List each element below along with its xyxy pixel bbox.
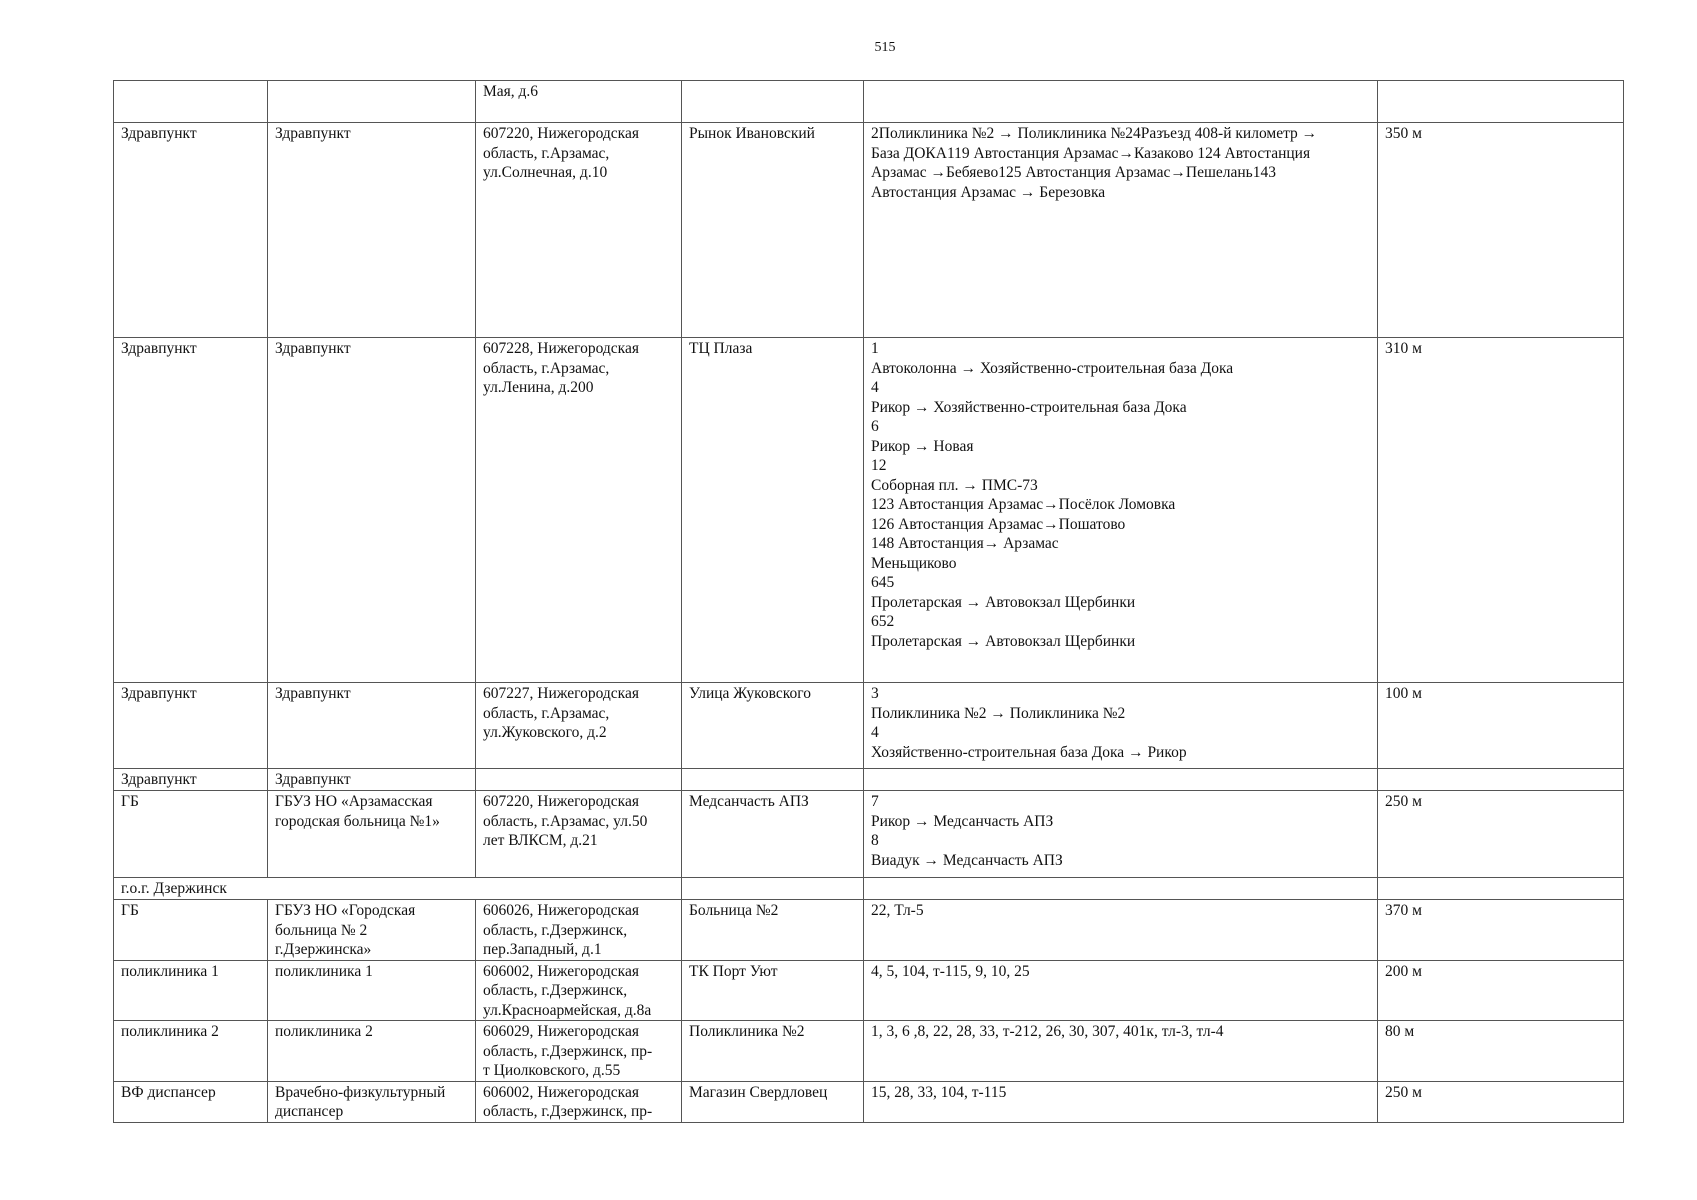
cell-name: Здравпункт [268, 123, 476, 338]
table-row [114, 338, 1624, 683]
cell-distance: 370 м [1378, 900, 1624, 961]
cell-stop [682, 878, 864, 900]
cell-routes: 1, 3, 6 ,8, 22, 28, 33, т-212, 26, 30, 307, 401к, тл-3, тл-4 [864, 1021, 1378, 1082]
cell-address: 606002, Нижегородская область, г.Дзержинск, ул.Красноармейская, д.8а [476, 960, 682, 1021]
cell-distance [1378, 878, 1624, 900]
cell-routes: 3 Поликлиника №2 → Поликлиника №2 4 Хозяйственно-строительная база Дока → Рикор [864, 683, 1378, 769]
cell-address: 606002, Нижегородская область, г.Дзержинск, пр- [476, 1081, 682, 1122]
table-row [114, 123, 1624, 338]
cell-address: 607228, Нижегородская область, г.Арзамас, ул.Ленина, д.200 [476, 338, 682, 683]
cell-address: 606029, Нижегородская область, г.Дзержинск, пр- т Циолковского, д.55 [476, 1021, 682, 1082]
table-row [114, 1021, 1624, 1082]
cell-type: Здравпункт [114, 683, 268, 769]
cell-routes: 7 Рикор → Медсанчасть АПЗ 8 Виадук → Медсанчасть АПЗ [864, 791, 1378, 878]
cell-name: Здравпункт [268, 338, 476, 683]
cell-routes [864, 81, 1378, 123]
cell-stop: Магазин Свердловец [682, 1081, 864, 1122]
cell-distance [1378, 769, 1624, 791]
cell-name [268, 81, 476, 123]
cell-routes: 22, Тл-5 [864, 900, 1378, 961]
table-row [114, 960, 1624, 1021]
cell-distance [1378, 81, 1624, 123]
cell-type: ГБ [114, 900, 268, 961]
cell-routes: 1 Автоколонна → Хозяйственно-строительная база Дока 4 Рикор → Хозяйственно-строительная база Дока 6 Рикор → Новая 12 Соборная пл. → ПМС-73 123 Автостанция Арзамас→Посёлок Ломовка 126 Автостанция Арзамас→Пошатово 148 Автостанция→ Арзамас Меньщиково 645 Пролетарская → Автовокзал Щербинки 652 Пролетарская → Автовокзал Щербинки [864, 338, 1378, 683]
cell-type: Здравпункт [114, 769, 268, 791]
cell-stop: Больница №2 [682, 900, 864, 961]
cell-address: 606026, Нижегородская область, г.Дзержинск, пер.Западный, д.1 [476, 900, 682, 961]
cell-distance: 100 м [1378, 683, 1624, 769]
cell-type: поликлиника 1 [114, 960, 268, 1021]
table-row [114, 900, 1624, 961]
cell-stop [682, 769, 864, 791]
cell-routes: 15, 28, 33, 104, т-115 [864, 1081, 1378, 1122]
cell-stop: Рынок Ивановский [682, 123, 864, 338]
cell-stop: Медсанчасть АПЗ [682, 791, 864, 878]
cell-name: поликлиника 2 [268, 1021, 476, 1082]
cell-type: ВФ диспансер [114, 1081, 268, 1122]
cell-routes: 4, 5, 104, т-115, 9, 10, 25 [864, 960, 1378, 1021]
cell-distance: 350 м [1378, 123, 1624, 338]
cell-address: Мая, д.6 [476, 81, 682, 123]
cell-type: Здравпункт [114, 123, 268, 338]
section-label: г.о.г. Дзержинск [114, 878, 682, 900]
cell-address: 607227, Нижегородская область, г.Арзамас, ул.Жуковского, д.2 [476, 683, 682, 769]
cell-routes [864, 878, 1378, 900]
facilities-table [113, 80, 1624, 1123]
cell-type: поликлиника 2 [114, 1021, 268, 1082]
cell-stop [682, 81, 864, 123]
cell-name: Здравпункт [268, 769, 476, 791]
cell-name: Здравпункт [268, 683, 476, 769]
cell-address: 607220, Нижегородская область, г.Арзамас, ул.50 лет ВЛКСМ, д.21 [476, 791, 682, 878]
cell-routes: 2Поликлиника №2 → Поликлиника №24Разъезд 408-й километр → База ДОКА119 Автостанция Арзамас→Казаково 124 Автостанция Арзамас →Бебяево125 Автостанция Арзамас→Пешелань143 Автостанция Арзамас → Березовка [864, 123, 1378, 338]
cell-distance: 250 м [1378, 1081, 1624, 1122]
cell-distance: 250 м [1378, 791, 1624, 878]
cell-name: Врачебно-физкультурный диспансер [268, 1081, 476, 1122]
cell-name: ГБУЗ НО «Городская больница № 2 г.Дзержинска» [268, 900, 476, 961]
cell-routes [864, 769, 1378, 791]
cell-stop: Улица Жуковского [682, 683, 864, 769]
cell-type [114, 81, 268, 123]
table-row [114, 1081, 1624, 1122]
cell-name: поликлиника 1 [268, 960, 476, 1021]
table-row [114, 683, 1624, 769]
section-row [114, 878, 1624, 900]
cell-distance: 310 м [1378, 338, 1624, 683]
cell-stop: ТК Порт Уют [682, 960, 864, 1021]
cell-distance: 80 м [1378, 1021, 1624, 1082]
cell-name: ГБУЗ НО «Арзамасская городская больница №1» [268, 791, 476, 878]
cell-distance: 200 м [1378, 960, 1624, 1021]
cell-stop: Поликлиника №2 [682, 1021, 864, 1082]
cell-address: 607220, Нижегородская область, г.Арзамас, ул.Солнечная, д.10 [476, 123, 682, 338]
table-row [114, 791, 1624, 878]
table-row [114, 769, 1624, 791]
page-number: 515 [874, 40, 896, 55]
table-row [114, 81, 1624, 123]
cell-type: Здравпункт [114, 338, 268, 683]
cell-stop: ТЦ Плаза [682, 338, 864, 683]
cell-address [476, 769, 682, 791]
cell-type: ГБ [114, 791, 268, 878]
